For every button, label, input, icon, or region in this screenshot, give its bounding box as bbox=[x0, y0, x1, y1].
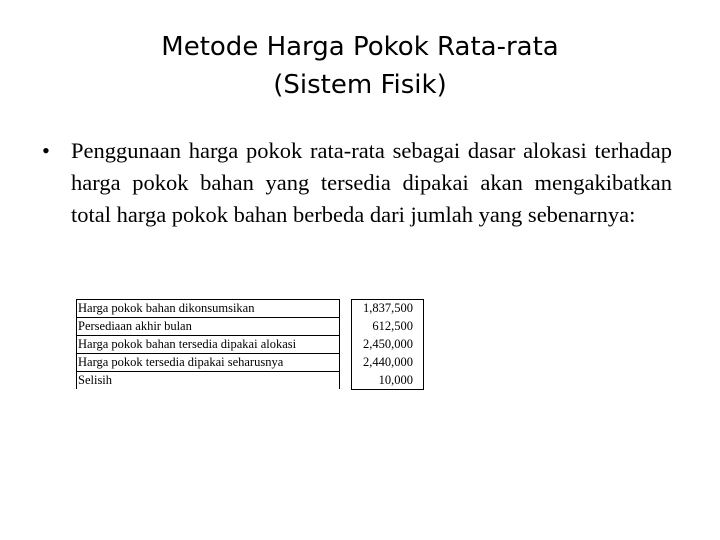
slide-title bbox=[0, 28, 720, 104]
spacer-cell bbox=[340, 300, 352, 318]
slide-title-line-1: Metode Harga Pokok Rata-rata bbox=[161, 32, 559, 62]
spacer-cell bbox=[340, 372, 352, 390]
table-row bbox=[77, 372, 424, 390]
row-label: Selisih bbox=[77, 372, 340, 390]
spacer-cell bbox=[340, 336, 352, 354]
row-value: 1,837,500 bbox=[352, 300, 424, 318]
bullet-point bbox=[42, 135, 672, 231]
row-value: 2,450,000 bbox=[352, 336, 424, 354]
table-row bbox=[77, 300, 424, 318]
table-row bbox=[77, 354, 424, 372]
table-row bbox=[77, 336, 424, 354]
spacer-cell bbox=[340, 318, 352, 336]
table-row bbox=[77, 318, 424, 336]
spacer-cell bbox=[340, 354, 352, 372]
row-label: Harga pokok bahan tersedia dipakai alokasi bbox=[77, 336, 340, 354]
row-label: Harga pokok tersedia dipakai seharusnya bbox=[77, 354, 340, 372]
row-value: 2,440,000 bbox=[352, 354, 424, 372]
row-label: Persediaan akhir bulan bbox=[77, 318, 340, 336]
row-value: 612,500 bbox=[352, 318, 424, 336]
bullet-text: Penggunaan harga pokok rata-rata sebagai dasar alokasi terhadap harga pokok bahan yang tersedia dipakai akan mengakibatkan total harga pokok bahan berbeda dari jumlah yang sebenarnya: bbox=[71, 138, 672, 227]
cost-table bbox=[76, 299, 424, 390]
bullet-marker-icon: • bbox=[42, 138, 50, 163]
row-value: 10,000 bbox=[352, 372, 424, 390]
slide-title-line-2: (Sistem Fisik) bbox=[273, 70, 447, 100]
row-label: Harga pokok bahan dikonsumsikan bbox=[77, 300, 340, 318]
